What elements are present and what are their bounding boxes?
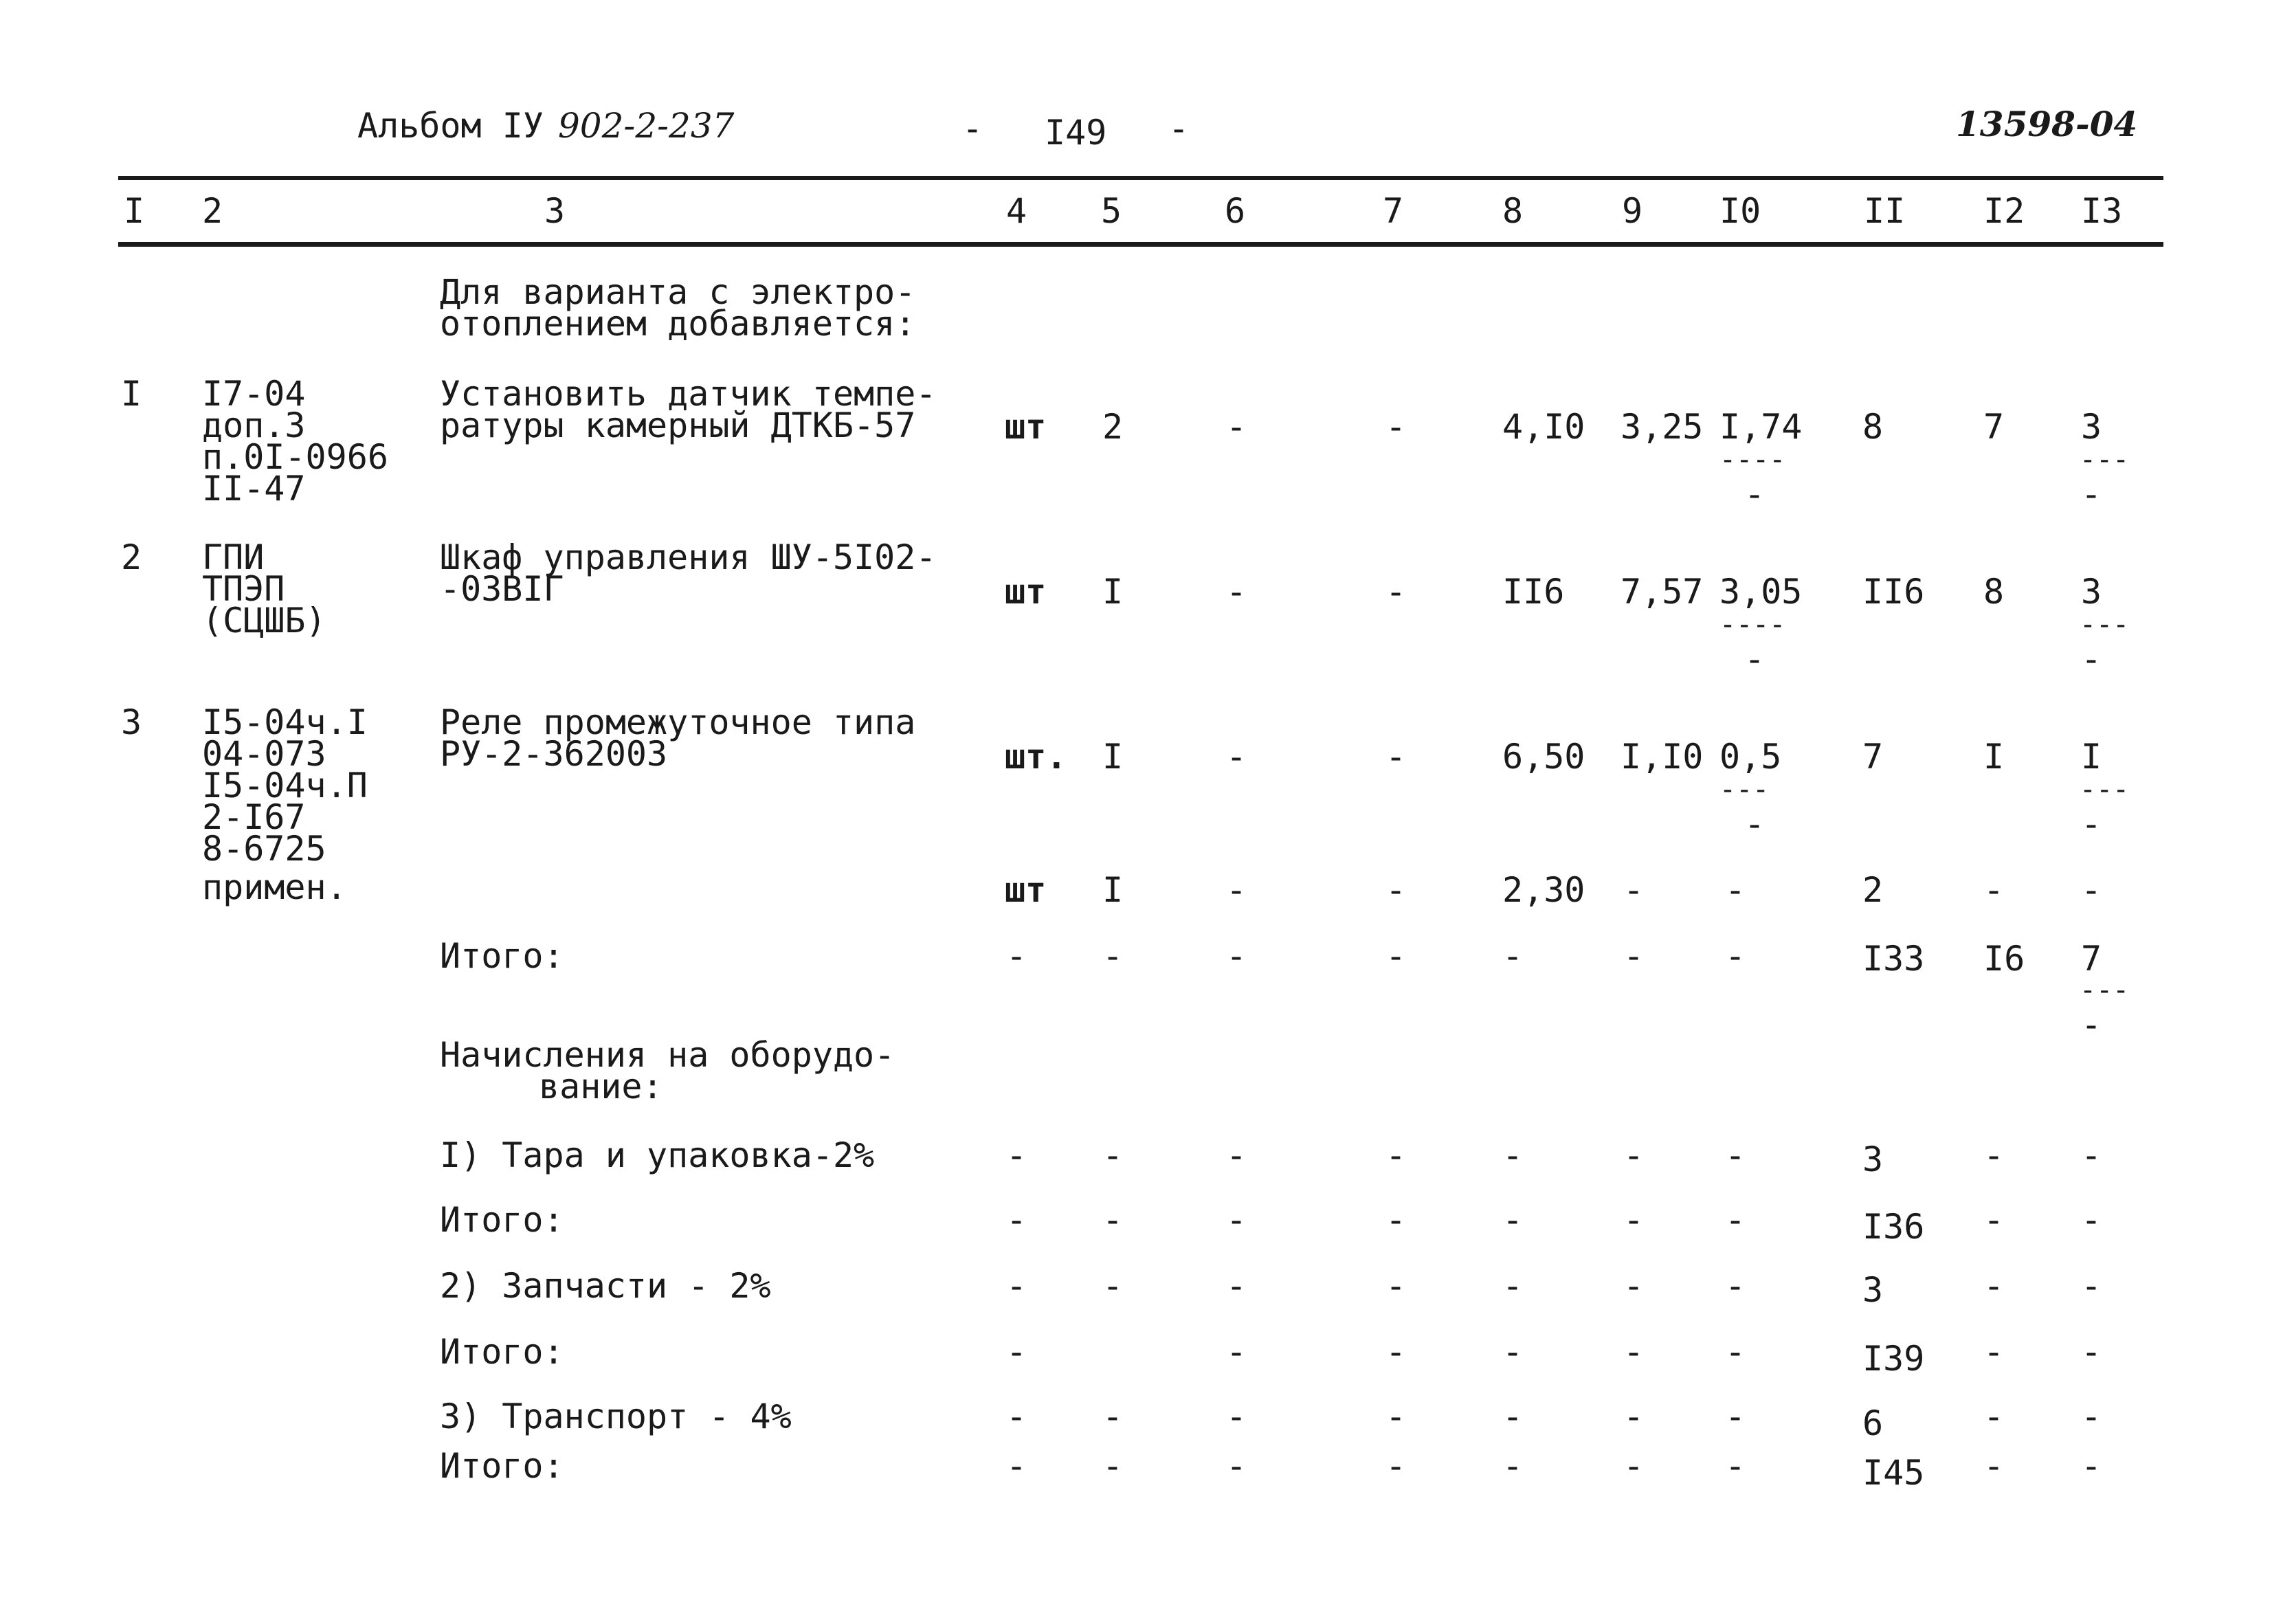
row-2-col10-fraction-bar: ---- (1719, 609, 1786, 641)
charge-line-5-col8: - (1502, 1397, 1524, 1436)
header-rule-top (118, 176, 2163, 180)
row-3b-col7: - (1385, 870, 1407, 910)
charge-line-4-col13: - (2081, 1332, 2102, 1372)
charge-line-6-col11: I45 (1862, 1453, 1925, 1493)
row-3-col10-denominator: - (1744, 804, 1766, 844)
row-2-code-line-3: (СЦШБ) (202, 601, 326, 641)
album-number: 902-2-237 (558, 106, 735, 146)
row-3b-col11: 2 (1862, 870, 1884, 910)
charge-line-4-col12: - (1983, 1332, 2005, 1372)
column-header-3: 3 (544, 191, 566, 231)
charge-line-1-label: I) Тара и упаковка-2% (440, 1135, 875, 1175)
row-1-col10-fraction-bar: ---- (1719, 444, 1786, 476)
charge-line-2-label: Итого: (440, 1200, 564, 1240)
row-3-code-line-4: 2-I67 (202, 797, 306, 837)
row-3-code-line-2: 04-073 (202, 734, 326, 774)
charge-line-6-col7: - (1385, 1446, 1407, 1486)
charge-line-2-col9: - (1623, 1200, 1645, 1240)
row-2-unit: шт (1005, 572, 1047, 612)
charge-line-1-col8: - (1502, 1135, 1524, 1175)
charge-line-2-col8: - (1502, 1200, 1524, 1240)
charge-line-6-col4: - (1006, 1446, 1027, 1486)
charge-line-3-col12: - (1983, 1266, 2005, 1306)
row-1-col6: - (1226, 407, 1247, 447)
total-1-col8: - (1502, 936, 1524, 976)
row-3-col13-denominator: - (2081, 804, 2102, 844)
row-3b-unit: шт (1005, 870, 1047, 910)
charge-line-1-col11: 3 (1862, 1139, 1884, 1179)
column-header-6: 6 (1225, 191, 1246, 231)
charge-line-2-col10: - (1725, 1200, 1746, 1240)
row-3-col7: - (1385, 737, 1407, 777)
row-2-col13-denominator: - (2081, 639, 2102, 679)
row-1-col10: I,74 (1719, 407, 1803, 447)
row-1-col10-denominator: - (1744, 474, 1766, 514)
total-1-col12: I6 (1983, 939, 2025, 979)
row-2-col12: 8 (1983, 572, 2005, 612)
charge-line-6-label: Итого: (440, 1446, 564, 1486)
document-code: 13598-04 (1956, 104, 2138, 144)
total-1-col7: - (1385, 936, 1407, 976)
charge-line-5-col11: 6 (1862, 1403, 1884, 1443)
row-1-col11: 8 (1862, 407, 1884, 447)
row-3b-col8: 2,30 (1502, 870, 1585, 910)
row-2-desc-line-2: -03ВIГ (440, 569, 564, 609)
charge-line-1-col6: - (1226, 1135, 1247, 1175)
charge-line-2-col6: - (1226, 1200, 1247, 1240)
charge-line-5-col13: - (2081, 1397, 2102, 1436)
total-1-col13-denominator: - (2081, 1005, 2102, 1045)
row-2-col9: 7,57 (1621, 572, 1704, 612)
row-3-col13: I (2081, 737, 2102, 777)
row-3-number: 3 (121, 702, 142, 742)
row-1-code-line-4: II-47 (202, 469, 306, 509)
page-dash-right: - (1168, 109, 1190, 148)
column-header-13: I3 (2081, 191, 2123, 231)
charge-line-2-col5: - (1102, 1200, 1124, 1240)
row-1-desc-line-2: ратуры камерный ДТКБ-57 (440, 405, 916, 445)
charge-line-5-col10: - (1725, 1397, 1746, 1436)
row-2-desc-line-1: Шкаф управления ШУ-5I02- (440, 537, 937, 577)
row-3-col5: I (1102, 737, 1124, 777)
row-1-desc-line-1: Установить датчик темпе- (440, 374, 937, 414)
charge-line-5-col4: - (1006, 1397, 1027, 1436)
row-2-col8: II6 (1502, 572, 1565, 612)
charge-line-3-col6: - (1226, 1266, 1247, 1306)
charge-line-3-col7: - (1385, 1266, 1407, 1306)
charge-line-3-col10: - (1725, 1266, 1746, 1306)
column-header-4: 4 (1006, 191, 1027, 231)
row-3-code-line-1: I5-04ч.I (202, 702, 368, 742)
charge-line-5-col9: - (1623, 1397, 1645, 1436)
row-3-col10: 0,5 (1719, 737, 1782, 777)
row-1-col7: - (1385, 407, 1407, 447)
charge-line-5-col7: - (1385, 1397, 1407, 1436)
charge-line-3-col4: - (1006, 1266, 1027, 1306)
total-1-col6: - (1226, 936, 1247, 976)
charge-line-4-col4: - (1006, 1332, 1027, 1372)
total-1-col4: - (1006, 936, 1027, 976)
row-3-code-line-6: примен. (202, 867, 347, 907)
charge-line-2-col4: - (1006, 1200, 1027, 1240)
charge-line-6-col13: - (2081, 1446, 2102, 1486)
row-2-code-line-1: ГПИ (202, 537, 265, 577)
row-2-col10: 3,05 (1719, 572, 1803, 612)
charge-line-5-label: 3) Транспорт - 4% (440, 1397, 792, 1436)
row-1-code-line-2: доп.3 (202, 405, 306, 445)
column-header-9: 9 (1622, 191, 1643, 231)
row-1-col13-fraction-bar: --- (2080, 444, 2130, 476)
row-2-number: 2 (121, 537, 142, 577)
charge-line-4-col9: - (1623, 1332, 1645, 1372)
row-3-desc-line-1: Реле промежуточное типа (440, 702, 916, 742)
row-1-code-line-3: п.0I-0966 (202, 437, 388, 477)
row-2-col13-fraction-bar: --- (2080, 609, 2130, 641)
column-header-10: I0 (1719, 191, 1761, 231)
charge-line-6-col6: - (1226, 1446, 1247, 1486)
row-3-unit: шт. (1005, 737, 1067, 777)
row-1-col8: 4,I0 (1502, 407, 1585, 447)
page-number: I49 (1045, 113, 1107, 153)
row-3b-col9: - (1623, 870, 1645, 910)
total-1-col9: - (1623, 936, 1645, 976)
row-2-col13: 3 (2081, 572, 2102, 612)
row-1-col9: 3,25 (1621, 407, 1704, 447)
charge-line-3-col5: - (1102, 1266, 1124, 1306)
charge-line-4-label: Итого: (440, 1332, 564, 1372)
row-3-col13-fraction-bar: --- (2080, 774, 2130, 805)
column-header-8: 8 (1502, 191, 1524, 231)
total-1-col13-fraction-bar: --- (2080, 975, 2130, 1006)
column-header-5: 5 (1101, 191, 1122, 231)
row-2-col6: - (1226, 572, 1247, 612)
charge-line-6-col12: - (1983, 1446, 2005, 1486)
row-3-col12: I (1983, 737, 2005, 777)
charge-line-1-col5: - (1102, 1135, 1124, 1175)
intro-line-2: отоплением добавляется: (440, 304, 916, 344)
charge-line-1-col7: - (1385, 1135, 1407, 1175)
row-2-col5: I (1102, 572, 1124, 612)
charge-line-3-col8: - (1502, 1266, 1524, 1306)
row-3-code-line-5: 8-6725 (202, 829, 326, 869)
total-1-col5: - (1102, 936, 1124, 976)
row-3-col6: - (1226, 737, 1247, 777)
row-1-col5: 2 (1102, 407, 1124, 447)
charge-line-3-col11: 3 (1862, 1270, 1884, 1310)
total-1-label: Итого: (440, 936, 564, 976)
charge-line-6-col10: - (1725, 1446, 1746, 1486)
charges-heading-line-2: вание: (539, 1067, 663, 1106)
charge-line-5-col6: - (1226, 1397, 1247, 1436)
header-rule-bottom (118, 242, 2163, 247)
page-dash-left: - (962, 109, 983, 148)
charge-line-5-col5: - (1102, 1397, 1124, 1436)
charge-line-4-col10: - (1725, 1332, 1746, 1372)
row-2-col10-denominator: - (1744, 639, 1766, 679)
charge-line-4-col6: - (1226, 1332, 1247, 1372)
charge-line-6-col5: - (1102, 1446, 1124, 1486)
row-3b-col10: - (1725, 870, 1746, 910)
row-3-col10-fraction-bar: --- (1719, 774, 1770, 805)
charge-line-2-col7: - (1385, 1200, 1407, 1240)
charge-line-1-col13: - (2081, 1135, 2102, 1175)
charge-line-1-col4: - (1006, 1135, 1027, 1175)
charge-line-1-col12: - (1983, 1135, 2005, 1175)
charge-line-2-col11: I36 (1862, 1207, 1925, 1247)
row-1-number: I (121, 374, 142, 414)
column-header-12: I2 (1983, 191, 2025, 231)
row-3-col8: 6,50 (1502, 737, 1585, 777)
row-3b-col12: - (1983, 870, 2005, 910)
row-1-col13-denominator: - (2081, 474, 2102, 514)
column-header-7: 7 (1383, 191, 1404, 231)
column-header-1: I (124, 191, 145, 231)
charge-line-1-col10: - (1725, 1135, 1746, 1175)
charge-line-4-col8: - (1502, 1332, 1524, 1372)
total-1-col10: - (1725, 936, 1746, 976)
charge-line-4-col7: - (1385, 1332, 1407, 1372)
row-1-code-line-1: I7-04 (202, 374, 306, 414)
row-3-desc-line-2: РУ-2-362003 (440, 734, 668, 774)
row-3-col11: 7 (1862, 737, 1884, 777)
charge-line-4-col11: I39 (1862, 1339, 1925, 1379)
charge-line-6-col9: - (1623, 1446, 1645, 1486)
album-label: Альбом IУ (357, 106, 544, 146)
total-1-col11: I33 (1862, 939, 1925, 979)
column-header-2: 2 (202, 191, 223, 231)
row-1-col13: 3 (2081, 407, 2102, 447)
row-1-col12: 7 (1983, 407, 2005, 447)
intro-line-1: Для варианта с электро- (440, 272, 916, 312)
row-1-unit: шт (1005, 407, 1047, 447)
charge-line-6-col8: - (1502, 1446, 1524, 1486)
row-2-col7: - (1385, 572, 1407, 612)
total-1-col13: 7 (2081, 939, 2102, 979)
row-3-col9: I,I0 (1621, 737, 1704, 777)
row-3b-col13: - (2081, 870, 2102, 910)
charges-heading-line-1: Начисления на оборудо- (440, 1035, 895, 1075)
row-2-col11: II6 (1862, 572, 1925, 612)
charge-line-2-col13: - (2081, 1200, 2102, 1240)
charge-line-1-col9: - (1623, 1135, 1645, 1175)
row-3-code-line-3: I5-04ч.П (202, 766, 368, 805)
charge-line-3-label: 2) Запчасти - 2% (440, 1266, 771, 1306)
charge-line-2-col12: - (1983, 1200, 2005, 1240)
charge-line-3-col9: - (1623, 1266, 1645, 1306)
charge-line-3-col13: - (2081, 1266, 2102, 1306)
row-3b-col6: - (1226, 870, 1247, 910)
charge-line-5-col12: - (1983, 1397, 2005, 1436)
row-3b-col5: I (1102, 870, 1124, 910)
column-header-11: II (1864, 191, 1906, 231)
row-2-code-line-2: ТПЭП (202, 569, 285, 609)
